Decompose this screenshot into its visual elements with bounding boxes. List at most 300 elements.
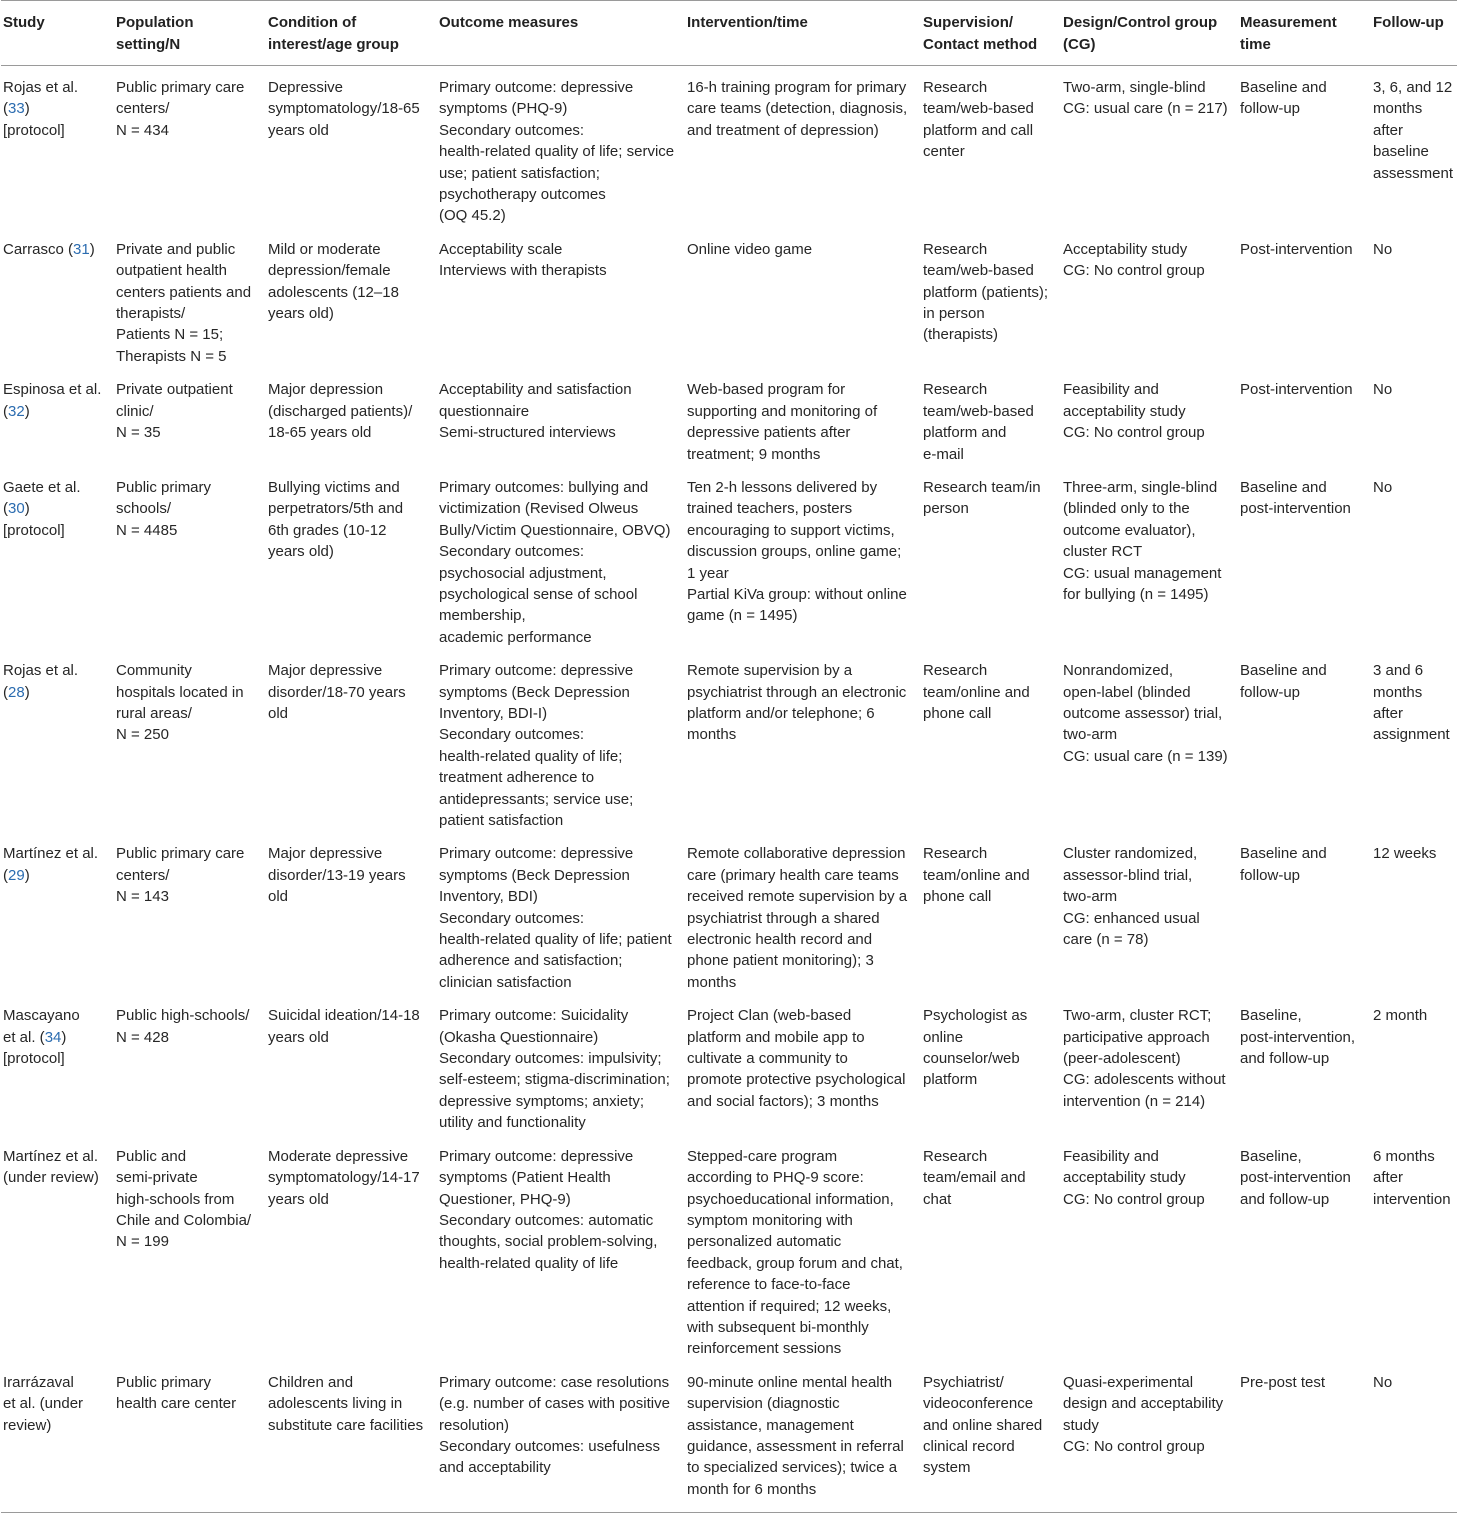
cell-text-line: substitute care facilities [268, 1416, 424, 1434]
cell-text-line: Two-arm, cluster RCT; [1063, 1007, 1212, 1025]
cell-text-line: Nonrandomized, [1063, 662, 1174, 680]
cell-text-line: team/online and [923, 866, 1030, 884]
cell-text-line: study [1063, 1416, 1099, 1434]
cell-text-line: Community [116, 662, 192, 680]
cell-text-line: (e.g. number of cases with positive [439, 1395, 670, 1413]
cell-measurement-time [1238, 66, 1371, 228]
cell-text-line: CG: No control group [1063, 424, 1205, 442]
cell-text-line: Baseline, [1240, 1007, 1302, 1025]
cell-text-line: health-related quality of life; [439, 747, 623, 765]
cell-text-line: attention if required; 12 weeks, [687, 1297, 892, 1315]
cell-text-line: health-related quality of life; patient [439, 931, 672, 949]
table-row [1, 649, 1457, 832]
cell-condition [266, 832, 437, 994]
cell-text-line: No [1373, 381, 1393, 399]
cell-intervention-time [685, 832, 921, 994]
cell-text-line: trained teachers, posters [687, 500, 853, 518]
cell-follow-up [1371, 832, 1457, 994]
cell-text-line: care (n = 78) [1063, 931, 1149, 949]
cell-text-line: centers patients and [116, 283, 252, 301]
cell-intervention-time [685, 994, 921, 1134]
table-row [1, 832, 1457, 994]
cell-text-line: health-related quality of life; service [439, 143, 675, 161]
reference-link[interactable]: 28 [8, 683, 25, 701]
cell-text-line: Semi-structured interviews [439, 424, 616, 442]
cell-population-setting [114, 66, 266, 228]
reference-link[interactable]: 29 [8, 866, 25, 884]
cell-text-line: Baseline and [1240, 845, 1327, 863]
cell-study [1, 368, 114, 466]
cell-text-line: old [268, 704, 289, 722]
cell-text-line: psychiatrist through an electronic [687, 683, 907, 701]
header-text-line: setting/N [116, 35, 181, 53]
cell-text-line: videoconference [923, 1395, 1034, 1413]
cell-text-line: disorder/18-70 years [268, 683, 406, 701]
cell-outcome-measures [437, 1135, 685, 1361]
cell-intervention-time [685, 228, 921, 368]
cell-text-line: review) [3, 1416, 52, 1434]
cell-text-line: symptoms (PHQ-9) [439, 100, 568, 118]
cell-study [1, 994, 114, 1134]
header-text-line: time [1240, 35, 1271, 53]
cell-text-line: old [268, 888, 289, 906]
cell-follow-up [1371, 466, 1457, 649]
cell-text-line: Gaete et al. [3, 478, 81, 496]
cell-text-line: Primary outcome: case resolutions [439, 1373, 670, 1391]
cell-text-line: game (n = 1495) [687, 607, 798, 625]
cell-supervision-contact [921, 368, 1061, 466]
cell-follow-up [1371, 1361, 1457, 1513]
cell-text-line: Feasibility and [1063, 381, 1159, 399]
cell-text-line: chat [923, 1190, 952, 1208]
cell-text-line: Baseline, [1240, 1147, 1302, 1165]
cell-text-line: post-intervention, [1240, 1028, 1356, 1046]
cell-text-line: 90-minute online mental health [687, 1373, 893, 1391]
cell-text-line: Moderate depressive [268, 1147, 409, 1165]
cell-text-line: promote protective psychological [687, 1071, 906, 1089]
cell-text-line: cultivate a community to [687, 1050, 848, 1068]
cell-supervision-contact [921, 649, 1061, 832]
cell-text-line: Depressive [268, 79, 344, 96]
cell-text-line: received remote supervision by a [687, 888, 908, 906]
cell-text-line: personalized automatic [687, 1233, 842, 1251]
cell-text-line: phone call [923, 704, 992, 722]
cell-text-line: symptoms (Beck Depression [439, 866, 630, 884]
header-text-line: Measurement [1240, 14, 1337, 31]
reference-link[interactable]: 30 [8, 500, 25, 518]
cell-condition [266, 649, 437, 832]
cell-text-line: Major depressive [268, 845, 383, 863]
cell-text-line: therapists/ [116, 305, 186, 323]
cell-text-line: Therapists N = 5 [116, 347, 227, 365]
cell-text-line: (29) [3, 866, 30, 884]
cell-text-line: health-related quality of life [439, 1254, 619, 1272]
cell-text-line: follow-up [1240, 866, 1301, 884]
cell-text-line: depressive symptoms; anxiety; [439, 1092, 645, 1110]
cell-text-line: Research team/in [923, 478, 1041, 496]
cell-text-line: years old [268, 1028, 329, 1046]
cell-intervention-time [685, 66, 921, 228]
col-header-outcome-measures [437, 1, 685, 66]
cell-text-line: 18-65 years old [268, 424, 372, 442]
cell-population-setting [114, 832, 266, 994]
col-header-condition [266, 1, 437, 66]
cell-text-line: Bullying victims and [268, 478, 400, 496]
cell-text-line: adolescents living in [268, 1395, 403, 1413]
cell-text-line: Public primary care [116, 845, 245, 863]
cell-text-line: Baseline and [1240, 79, 1327, 96]
cell-text-line: No [1373, 1373, 1393, 1391]
cell-text-line: Online video game [687, 240, 813, 258]
header-text-line: Intervention/time [687, 14, 808, 31]
cell-text-line: reinforcement sessions [687, 1340, 842, 1358]
header-row [1, 1, 1457, 66]
cell-text-line: supporting and monitoring of [687, 402, 878, 420]
cell-text-line: Quasi-experimental [1063, 1373, 1194, 1391]
cell-text-line: treatment; 9 months [687, 445, 821, 463]
cell-design-control [1061, 832, 1238, 994]
cell-text-line: (under review) [3, 1169, 99, 1187]
cell-text-line: after [1373, 1169, 1404, 1187]
cell-measurement-time [1238, 832, 1371, 994]
cell-text-line: Research [923, 1147, 988, 1165]
cell-text-line: Public primary [116, 1373, 212, 1391]
table-row [1, 368, 1457, 466]
cell-text-line: high-schools from [116, 1190, 235, 1208]
cell-text-line: Patients N = 15; [116, 326, 224, 344]
col-header-intervention-time [685, 1, 921, 66]
cell-text-line: baseline [1373, 143, 1429, 161]
cell-text-line: Major depression [268, 381, 384, 399]
cell-text-line: N = 143 [116, 888, 169, 906]
cell-text-line: Project Clan (web-based [687, 1007, 852, 1025]
cell-text-line: Baseline and [1240, 662, 1327, 680]
cell-text-line: Mascayano [3, 1007, 80, 1025]
cell-text-line: supervision (diagnostic [687, 1395, 840, 1413]
cell-population-setting [114, 228, 266, 368]
cell-text-line: month for 6 months [687, 1480, 817, 1498]
cell-text-line: clinic/ [116, 402, 154, 420]
cell-text-line: team/web-based [923, 262, 1034, 280]
cell-condition [266, 466, 437, 649]
cell-text-line: self-esteem; stigma-discrimination; [439, 1071, 670, 1089]
cell-outcome-measures [437, 466, 685, 649]
cell-text-line: Research [923, 845, 988, 863]
cell-text-line: symptoms (Beck Depression [439, 683, 630, 701]
cell-text-line: CG: usual management [1063, 564, 1222, 582]
cell-population-setting [114, 649, 266, 832]
cell-text-line: treatment adherence to [439, 769, 595, 787]
header-text-line: Follow-up [1373, 14, 1444, 31]
cell-text-line: (discharged patients)/ [268, 402, 413, 420]
header-text-line: Outcome measures [439, 14, 579, 31]
cell-text-line: Interviews with therapists [439, 262, 607, 280]
reference-link[interactable]: 31 [73, 240, 90, 258]
cell-text-line: N = 250 [116, 726, 169, 744]
cell-text-line: symptomatology/18-65 [268, 100, 420, 118]
cell-text-line: use; patient satisfaction; [439, 164, 600, 182]
cell-study [1, 228, 114, 368]
cell-text-line: CG: enhanced usual [1063, 909, 1200, 927]
cell-intervention-time [685, 1135, 921, 1361]
cell-text-line: perpetrators/5th and [268, 500, 404, 518]
cell-text-line: outpatient health [116, 262, 227, 280]
table-row [1, 1135, 1457, 1361]
cell-text-line: years old [268, 121, 329, 139]
cell-text-line: N = 35 [116, 424, 161, 442]
cell-text-line: Psychiatrist/ [923, 1373, 1004, 1391]
cell-intervention-time [685, 466, 921, 649]
cell-supervision-contact [921, 466, 1061, 649]
cell-text-line: symptomatology/14-17 [268, 1169, 420, 1187]
cell-text-line: care teams (detection, diagnosis, [687, 100, 908, 118]
cell-text-line: No [1373, 478, 1393, 496]
cell-text-line: guidance, assessment in referral [687, 1437, 904, 1455]
reference-link[interactable]: 33 [8, 100, 25, 118]
cell-text-line: intervention [1373, 1190, 1451, 1208]
col-header-study [1, 1, 114, 66]
cell-text-line: outcome assessor) trial, [1063, 704, 1223, 722]
cell-text-line: cluster RCT [1063, 543, 1143, 561]
cell-text-line: Secondary outcomes: [439, 909, 585, 927]
cell-text-line: 2 month [1373, 1007, 1428, 1025]
table-row [1, 1361, 1457, 1513]
cell-text-line: 3, 6, and 12 [1373, 79, 1453, 96]
cell-text-line: Acceptability scale [439, 240, 563, 258]
cell-text-line: Carrasco (31) [3, 240, 95, 258]
cell-text-line: academic performance [439, 628, 592, 646]
cell-text-line: (therapists) [923, 326, 999, 344]
cell-supervision-contact [921, 832, 1061, 994]
cell-outcome-measures [437, 994, 685, 1134]
cell-text-line: 16-h training program for primary [687, 79, 907, 96]
cell-design-control [1061, 994, 1238, 1134]
cell-text-line: team/web-based [923, 100, 1034, 118]
cell-supervision-contact [921, 994, 1061, 1134]
cell-text-line: with subsequent bi-monthly [687, 1318, 869, 1336]
cell-text-line: after [1373, 121, 1404, 139]
cell-study [1, 1135, 114, 1361]
cell-text-line: (OQ 45.2) [439, 207, 506, 225]
cell-text-line: Inventory, BDI) [439, 888, 538, 906]
cell-text-line: Secondary outcomes: usefulness [439, 1437, 660, 1455]
cell-text-line: adolescents (12–18 [268, 283, 399, 301]
cell-text-line: discussion groups, online game; [687, 543, 902, 561]
cell-text-line: symptoms (Patient Health [439, 1169, 611, 1187]
cell-text-line: Chile and Colombia/ [116, 1211, 252, 1229]
cell-study [1, 649, 114, 832]
cell-text-line: Public primary care [116, 79, 245, 96]
cell-text-line: Public primary [116, 478, 212, 496]
cell-text-line: intervention (n = 214) [1063, 1092, 1206, 1110]
cell-text-line: Rojas et al. [3, 662, 79, 680]
cell-text-line: adherence and satisfaction; [439, 952, 623, 970]
cell-text-line: Public high-schools/ [116, 1007, 250, 1025]
cell-population-setting [114, 466, 266, 649]
cell-text-line: person [923, 500, 969, 518]
cell-text-line: Remote supervision by a [687, 662, 853, 680]
cell-text-line: (blinded only to the [1063, 500, 1190, 518]
cell-text-line: Research [923, 240, 988, 258]
cell-text-line: platform and mobile app to [687, 1028, 865, 1046]
cell-measurement-time [1238, 649, 1371, 832]
cell-text-line: N = 199 [116, 1233, 169, 1251]
cell-text-line: antidepressants; service use; [439, 790, 634, 808]
cell-text-line: disorder/13-19 years [268, 866, 406, 884]
cell-text-line: Irarrázaval [3, 1373, 74, 1391]
cell-text-line: Questioner, PHQ-9) [439, 1190, 571, 1208]
cell-text-line: years old) [268, 543, 334, 561]
cell-text-line: and online shared [923, 1416, 1043, 1434]
cell-supervision-contact [921, 228, 1061, 368]
cell-text-line: months [1373, 683, 1423, 701]
cell-text-line: months [687, 973, 737, 991]
cell-text-line: victimization (Revised Olweus [439, 500, 639, 518]
table-row [1, 228, 1457, 368]
cell-text-line: Martínez et al. [3, 845, 99, 863]
cell-text-line: in person [923, 305, 985, 323]
cell-follow-up [1371, 1135, 1457, 1361]
cell-text-line: assignment [1373, 726, 1450, 744]
cell-follow-up [1371, 368, 1457, 466]
cell-text-line: Martínez et al. [3, 1147, 99, 1165]
cell-text-line: thoughts, social problem-solving, [439, 1233, 658, 1251]
table-row [1, 66, 1457, 228]
cell-text-line: electronic health record and [687, 931, 873, 949]
cell-text-line: Stepped-care program [687, 1147, 838, 1165]
cell-text-line: utility and functionality [439, 1114, 586, 1132]
cell-text-line: Bully/Victim Questionnaire, OBVQ) [439, 521, 671, 539]
cell-text-line: Primary outcome: depressive [439, 662, 634, 680]
cell-text-line: depressive patients after [687, 424, 851, 442]
cell-outcome-measures [437, 228, 685, 368]
cell-text-line: reference to face-to-face [687, 1276, 851, 1294]
cell-text-line: questionnaire [439, 402, 530, 420]
cell-text-line: Secondary outcomes: automatic [439, 1211, 654, 1229]
cell-text-line: acceptability study [1063, 1169, 1186, 1187]
cell-text-line: Primary outcome: depressive [439, 1147, 634, 1165]
table-header [1, 1, 1457, 66]
cell-population-setting [114, 368, 266, 466]
cell-measurement-time [1238, 1135, 1371, 1361]
cell-population-setting [114, 1135, 266, 1361]
cell-text-line: resolution) [439, 1416, 510, 1434]
header-text-line: (CG) [1063, 35, 1096, 53]
cell-outcome-measures [437, 1361, 685, 1513]
cell-text-line: semi-private [116, 1169, 198, 1187]
cell-follow-up [1371, 649, 1457, 832]
reference-link[interactable]: 32 [8, 402, 25, 420]
cell-text-line: Suicidal ideation/14-18 [268, 1007, 420, 1025]
cell-text-line: design and acceptability [1063, 1395, 1224, 1413]
cell-text-line: Children and [268, 1373, 354, 1391]
cell-text-line: CG: adolescents without [1063, 1071, 1226, 1089]
col-header-follow-up [1371, 1, 1457, 66]
cell-text-line: (33) [3, 100, 30, 118]
cell-text-line: years old [268, 1190, 329, 1208]
cell-design-control [1061, 1135, 1238, 1361]
cell-text-line: assistance, management [687, 1416, 854, 1434]
cell-text-line: assessor-blind trial, [1063, 866, 1193, 884]
cell-text-line: Psychologist as [923, 1007, 1028, 1025]
cell-text-line: and acceptability [439, 1459, 551, 1477]
cell-text-line: and social factors); 3 months [687, 1092, 879, 1110]
cell-text-line: patient satisfaction [439, 812, 564, 829]
cell-outcome-measures [437, 649, 685, 832]
cell-text-line: et al. (under [3, 1395, 84, 1413]
col-header-design-control [1061, 1, 1238, 66]
cell-text-line: care (primary health care teams [687, 866, 899, 884]
table-row [1, 466, 1457, 649]
cell-condition [266, 1361, 437, 1513]
cell-text-line: e-mail [923, 445, 964, 463]
cell-text-line: and follow-up [1240, 1190, 1330, 1208]
cell-text-line: center [923, 143, 965, 161]
cell-study [1, 466, 114, 649]
cell-outcome-measures [437, 832, 685, 994]
cell-text-line: team/web-based [923, 402, 1034, 420]
cell-condition [266, 66, 437, 228]
cell-design-control [1061, 649, 1238, 832]
cell-condition [266, 368, 437, 466]
cell-text-line: assessment [1373, 164, 1454, 182]
cell-population-setting [114, 994, 266, 1134]
cell-text-line: Primary outcome: depressive [439, 79, 634, 96]
cell-text-line: participative approach [1063, 1028, 1210, 1046]
cell-design-control [1061, 466, 1238, 649]
table-body [1, 66, 1457, 1513]
cell-condition [266, 228, 437, 368]
cell-text-line: symptom monitoring with [687, 1211, 853, 1229]
reference-link[interactable]: 34 [44, 1028, 62, 1046]
cell-text-line: rural areas/ [116, 704, 192, 722]
cell-text-line: membership, [439, 607, 526, 625]
cell-design-control [1061, 368, 1238, 466]
cell-text-line: (30) [3, 500, 30, 518]
cell-measurement-time [1238, 368, 1371, 466]
cell-measurement-time [1238, 466, 1371, 649]
cell-text-line: Inventory, BDI-I) [439, 704, 548, 722]
cell-text-line: phone patient monitoring); 3 [687, 952, 874, 970]
cell-text-line: years old) [268, 305, 334, 323]
cell-text-line: psychotherapy outcomes [439, 186, 606, 204]
cell-text-line: platform [923, 1071, 978, 1089]
cell-text-line: psychoeducational information, [687, 1190, 894, 1208]
cell-text-line: follow-up [1240, 683, 1301, 701]
cell-text-line: after [1373, 704, 1404, 722]
table-row [1, 994, 1457, 1134]
cell-text-line: two-arm [1063, 726, 1118, 744]
cell-text-line: platform and/or telephone; 6 [687, 704, 875, 722]
cell-text-line: Ten 2-h lessons delivered by [687, 478, 878, 496]
studies-table [1, 0, 1457, 1513]
cell-text-line: depression/female [268, 262, 391, 280]
cell-follow-up [1371, 228, 1457, 368]
cell-design-control [1061, 1361, 1238, 1513]
cell-condition [266, 994, 437, 1134]
cell-follow-up [1371, 66, 1457, 228]
cell-text-line: schools/ [116, 500, 172, 518]
cell-text-line: for bullying (n = 1495) [1063, 585, 1209, 603]
cell-text-line: et al. (34) [3, 1028, 67, 1046]
cell-text-line: Private and public [116, 240, 236, 258]
cell-text-line: acceptability study [1063, 402, 1186, 420]
cell-supervision-contact [921, 66, 1061, 228]
cell-condition [266, 1135, 437, 1361]
cell-text-line: (Okasha Questionnaire) [439, 1028, 599, 1046]
cell-text-line: (peer-adolescent) [1063, 1050, 1181, 1068]
cell-study [1, 66, 114, 228]
